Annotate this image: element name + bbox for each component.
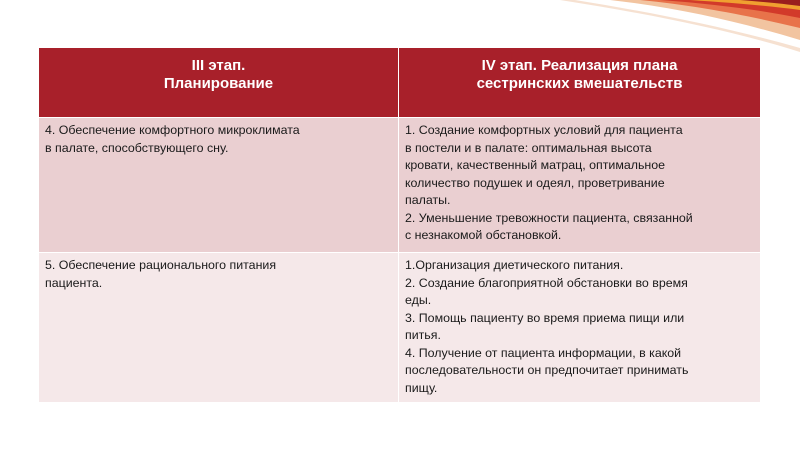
header-line: III этап. (191, 57, 246, 74)
cell-line: в палате, способствующего сну. (45, 140, 229, 155)
cell-line: с незнакомой обстановкой. (405, 228, 562, 242)
header-planning (39, 48, 399, 118)
cell-line: 2. Создание благоприятной обстановки во время (405, 275, 688, 290)
implementation-cell (399, 118, 761, 253)
cell-line: в постели и в палате: оптимальная высота (405, 140, 652, 155)
header-line: Планирование (163, 75, 274, 92)
header-line: сестринских вмешательств (476, 75, 683, 92)
cell-line: еды. (405, 293, 432, 307)
planning-cell (39, 118, 399, 253)
table-row (39, 118, 761, 253)
cell-line: последовательности он предпочитает принимать (405, 363, 689, 377)
cell-line: количество подушек и одеял, проветривание (405, 175, 665, 190)
cell-line: 4. Получение от пациента информации, в какой (405, 345, 682, 360)
cell-line: палаты. (405, 193, 451, 207)
table-row (39, 253, 761, 403)
cell-line: кровати, качественный матрац, оптимальное (405, 158, 666, 172)
header-line: IV этап. Реализация плана (481, 57, 678, 74)
cell-line: 1. Создание комфортных условий для пациента (405, 123, 683, 137)
cell-line: 2. Уменьшение тревожности пациента, связанной (405, 210, 693, 225)
cell-line: питья. (405, 328, 441, 342)
header-implementation (399, 48, 761, 118)
implementation-cell (399, 253, 761, 403)
cell-line: пищу. (405, 380, 438, 395)
cell-line: 4. Обеспечение комфортного микроклимата (45, 123, 300, 137)
cell-line: пациента. (45, 275, 103, 290)
cell-line: 3. Помощь пациенту во время приема пищи или (405, 310, 685, 325)
nursing-plan-table (38, 47, 761, 403)
cell-line: 1.Организация диетического питания. (405, 258, 624, 272)
table-header-row (39, 48, 761, 118)
planning-cell (39, 253, 399, 403)
cell-line: 5. Обеспечение рационального питания (45, 258, 277, 272)
